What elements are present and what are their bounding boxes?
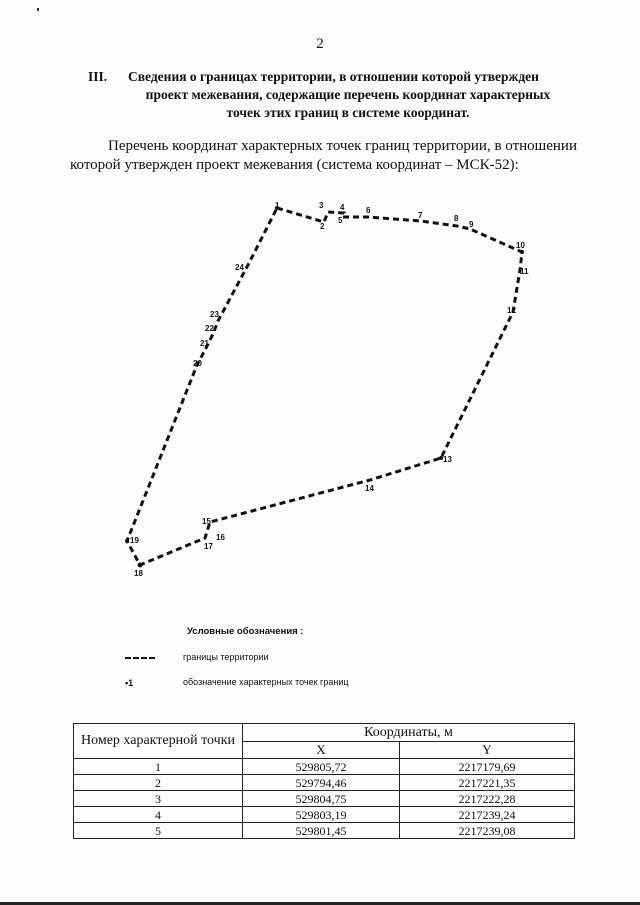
cell-point: 2 <box>74 775 243 791</box>
table-row <box>74 759 575 775</box>
coordinates-table <box>73 723 575 839</box>
point-label-20: 20 <box>193 359 202 368</box>
cell-x: 529804,75 <box>243 791 400 807</box>
cell-y: 2217239,08 <box>399 823 574 839</box>
boundary-point-marker <box>125 539 129 543</box>
point-label-9: 9 <box>469 220 474 229</box>
cell-x: 529794,46 <box>243 775 400 791</box>
cell-point: 4 <box>74 807 243 823</box>
point-label-4: 4 <box>340 203 345 212</box>
table-row <box>74 807 575 823</box>
boundary-line <box>127 208 522 565</box>
intro-line-2: которой утвержден проект межевания (система координат – МСК-52): <box>70 157 519 173</box>
scan-speck <box>37 8 39 11</box>
cell-point: 3 <box>74 791 243 807</box>
legend-point-symbol: •1 <box>125 677 134 688</box>
point-label-10: 10 <box>516 241 525 250</box>
point-label-24: 24 <box>235 263 244 272</box>
header-point-number: Номер характерной точки <box>74 724 243 759</box>
point-label-21: 21 <box>200 339 209 348</box>
legend-dash-symbol <box>125 653 183 663</box>
boundary-plan <box>0 190 640 590</box>
section-title-line-2: проект межевания, содержащие перечень координат характерных <box>145 87 551 102</box>
legend-title: Условные обозначения : <box>187 626 304 637</box>
point-label-13: 13 <box>443 455 452 464</box>
header-y: Y <box>399 742 574 759</box>
point-label-12: 12 <box>507 306 516 315</box>
cell-x: 529803,19 <box>243 807 400 823</box>
point-label-5: 5 <box>338 216 343 225</box>
legend-boundary-row <box>125 652 269 663</box>
point-label-7: 7 <box>418 211 423 220</box>
point-label-18: 18 <box>134 569 143 578</box>
cell-y: 2217221,35 <box>399 775 574 791</box>
cell-y: 2217222,28 <box>399 791 574 807</box>
boundary-point-marker <box>520 250 524 254</box>
point-label-19: 19 <box>130 536 139 545</box>
point-label-16: 16 <box>216 533 225 542</box>
cell-point: 1 <box>74 759 243 775</box>
point-label-17: 17 <box>204 542 213 551</box>
section-title-line-3: точек этих границ в системе координат. <box>226 105 470 120</box>
intro-paragraph <box>70 137 576 175</box>
point-label-3: 3 <box>319 201 324 210</box>
section-title-line-1: Сведения о границах территории, в отношении которой утвержден <box>128 69 539 84</box>
legend-point-row <box>125 677 349 688</box>
cell-x: 529805,72 <box>243 759 400 775</box>
point-label-22: 22 <box>205 324 214 333</box>
point-label-2: 2 <box>320 222 325 231</box>
legend-point-label: обозначение характерных точек границ <box>183 677 349 687</box>
boundary-points <box>125 206 524 568</box>
page-number: 2 <box>316 36 324 52</box>
point-label-8: 8 <box>454 214 459 223</box>
table-row <box>74 791 575 807</box>
legend-boundary-label: границы территории <box>183 652 269 662</box>
cell-point: 5 <box>74 823 243 839</box>
cell-y: 2217239,24 <box>399 807 574 823</box>
table-row <box>74 775 575 791</box>
section-number: III. <box>88 69 108 84</box>
point-labels <box>130 201 529 578</box>
table-row <box>74 823 575 839</box>
cell-y: 2217179,69 <box>399 759 574 775</box>
intro-line-1: Перечень координат характерных точек границ территории, в отношении <box>108 138 577 154</box>
cell-x: 529801,45 <box>243 823 400 839</box>
point-label-15: 15 <box>202 517 211 526</box>
point-label-11: 11 <box>520 267 529 276</box>
point-label-14: 14 <box>365 484 374 493</box>
point-label-6: 6 <box>366 206 371 215</box>
header-x: X <box>243 742 400 759</box>
point-label-23: 23 <box>210 310 219 319</box>
boundary-point-marker <box>138 563 143 568</box>
point-label-1: 1 <box>275 201 280 210</box>
header-coordinates: Координаты, м <box>243 724 575 742</box>
